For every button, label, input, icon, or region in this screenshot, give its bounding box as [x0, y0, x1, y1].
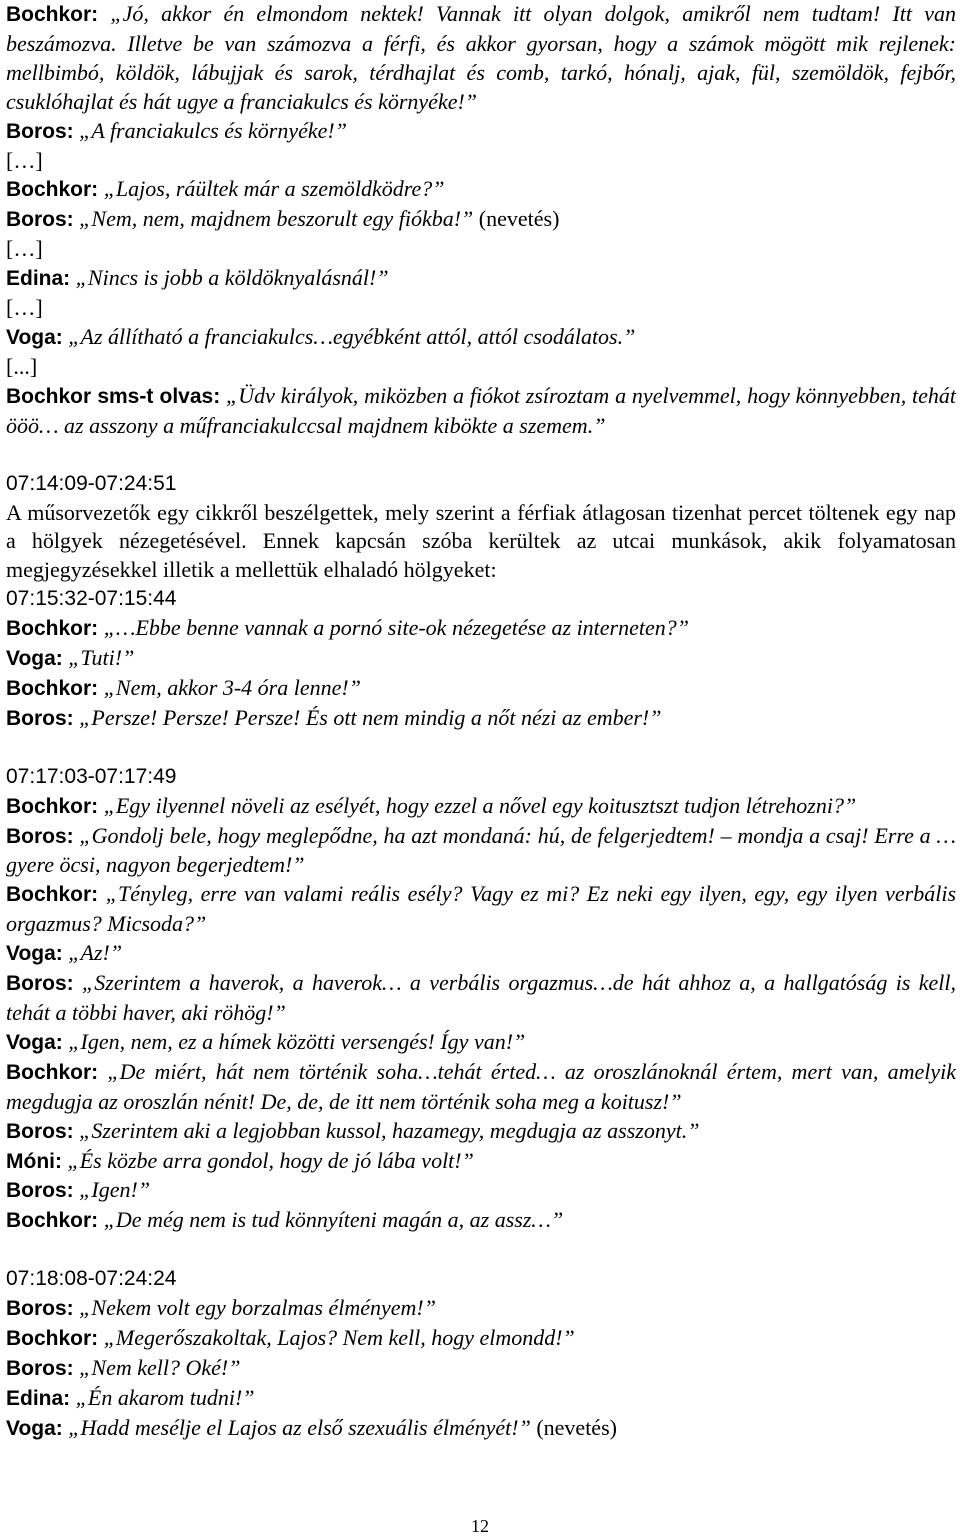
speaker-name: Boros: [6, 1356, 74, 1380]
speaker-name: Móni: [6, 1149, 62, 1173]
transcript-line [6, 1384, 956, 1414]
transcript-line [6, 880, 956, 939]
speaker-name: Bochkor: [6, 883, 99, 907]
speaker-name: Voga: [6, 942, 63, 966]
speaker-name: Voga: [6, 325, 63, 349]
speaker-name: Voga: [6, 647, 63, 671]
transcript-line [6, 969, 956, 1028]
transcript-section-1 [6, 0, 956, 441]
transcript-line [6, 704, 956, 734]
speaker-name: Bochkor sms-t olvas: [6, 384, 221, 408]
transcript-line [6, 147, 956, 176]
quote-text: „És közbe arra gondol, hogy de jó lába volt!” [61, 1147, 474, 1173]
transcript-line [6, 1324, 956, 1354]
quote-text: „Megerőszakoltak, Lajos? Nem kell, hogy elmondd!” [98, 1325, 575, 1351]
quote-text: „Szerintem a haverok, a haverok… a verbális orgazmus…de hát ahhoz a, a hallgatóság is kell, tehát a többi haver, aki röhög!” [6, 970, 956, 1025]
speaker-name: Boros: [6, 824, 74, 848]
transcript-line [6, 294, 956, 323]
timestamp: 07:14:09-07:24:51 [6, 471, 177, 495]
transcript-line [6, 353, 956, 382]
speaker-name: Boros: [6, 119, 74, 143]
transcript-line [6, 175, 956, 205]
quote-text: „Az!” [62, 940, 123, 966]
timestamp: 07:17:03-07:17:49 [6, 764, 177, 788]
transcript-section-3 [6, 792, 956, 1237]
speaker-name: Edina: [6, 1386, 71, 1410]
quote-text: „Üdv királyok, miközben a fiókot zsíroztam a nyelvemmel, hogy könnyebben, tehát ööö… az asszony a műfranciakulccsal majdnem kibökte a szemem.” [6, 382, 957, 438]
quote-text: „De miért, hát nem történik soha…tehát érted… az oroszlánoknál értem, mert van, amelyik megdugja az oroszlán nénit! De, de, de itt nem történik soha meg a koitusz!” [6, 1058, 956, 1114]
quote-text: „Hadd mesélje el Lajos az első szexuális élményét!” [62, 1414, 531, 1440]
timestamp: 07:15:32-07:15:44 [6, 587, 177, 611]
quote-text: „…Ebbe benne vannak a pornó site-ok nézegetése az interneten?” [98, 615, 689, 641]
transcript-line [6, 1294, 956, 1324]
quote-text: „Az állítható a franciakulcs…egyébként attól, attól csodálatos.” [62, 323, 636, 349]
transcript-line [6, 117, 956, 147]
transcript-line [6, 1117, 956, 1147]
remark-text: […] [6, 295, 43, 321]
speaker-name: Edina: [6, 267, 71, 291]
document-page [6, 0, 956, 1444]
transcript-line [6, 644, 956, 674]
speaker-name: Bochkor: [6, 3, 99, 26]
quote-text: „Persze! Persze! Persze! És ott nem mindig a nőt nézi az ember!” [73, 704, 662, 730]
remark-text: (nevetés) [530, 1414, 617, 1440]
speaker-name: Bochkor: [6, 676, 99, 700]
quote-text: „Tuti!” [62, 645, 135, 671]
speaker-name: Voga: [6, 1416, 63, 1440]
remark-text: […] [6, 147, 43, 173]
speaker-name: Boros: [6, 706, 74, 730]
speaker-name: Boros: [6, 972, 74, 996]
transcript-line [6, 792, 956, 822]
summary-paragraph: A műsorvezetők egy cikkről beszélgettek, mely szerint a férfiak átlagosan tizenhat percet töltenek egy nap a hölgyek nézegetésével. Ennek kapcsán szóba kerültek az utcai munkások, akik folyamatosan megjegyzésekkel illetik a mellettük elhaladó hölgyeket: [6, 499, 956, 583]
transcript-line [6, 1354, 956, 1384]
quote-text: „A franciakulcs és környéke!” [73, 117, 347, 143]
speaker-name: Bochkor: [6, 178, 99, 202]
transcript-line [6, 0, 956, 117]
quote-text: „Szerintem aki a legjobban kussol, hazamegy, megdugja az asszonyt.” [73, 1117, 700, 1143]
quote-text: „Tényleg, erre van valami reális esély? Vagy ez mi? Ez neki egy ilyen, egy, egy ilyen verbális orgazmus? Micsoda?” [6, 881, 956, 937]
quote-text: „Lajos, ráültek már a szemöldködre?” [98, 176, 445, 202]
speaker-name: Boros: [6, 208, 74, 232]
transcript-line [6, 205, 956, 235]
quote-text: „Nekem volt egy borzalmas élményem!” [73, 1295, 436, 1321]
quote-text: „Nem, nem, majdnem beszorult egy fiókba!” [73, 206, 474, 232]
quote-text: „Jó, akkor én elmondom nektek! Vannak itt olyan dolgok, amikről nem tudtam! Itt van beszámozva. Illetve be van számozva a férfi, és akkor gyorsan, hogy a számok mögött mik rejlenek: mellbimbó, köldök, lábujjak és sarok, térdhajlat és comb, tarkó, hónalj, ajak, fül, szemöldök, fejbőr, csuklóhajlat és hát ugye a franciakulcs és környéke!” [6, 1, 956, 114]
transcript-section-4 [6, 1294, 956, 1444]
quote-text: „Nem, akkor 3-4 óra lenne!” [98, 674, 361, 700]
quote-text: „Egy ilyennel növeli az esélyét, hogy ezzel a nővel egy koitusztszt tudjon létrehozni?” [98, 792, 857, 818]
speaker-name: Boros: [6, 1119, 74, 1143]
speaker-name: Boros: [6, 1297, 74, 1321]
transcript-line [6, 1206, 956, 1236]
transcript-line [6, 323, 956, 353]
remark-text: (nevetés) [473, 206, 560, 232]
speaker-name: Bochkor: [6, 794, 99, 818]
quote-text: „Én akarom tudni!” [70, 1384, 255, 1410]
quote-text: „Nincs is jobb a köldöknyalásnál!” [70, 265, 389, 291]
transcript-line [6, 1147, 956, 1177]
remark-text: [...] [6, 353, 38, 379]
transcript-line [6, 264, 956, 294]
speaker-name: Bochkor: [6, 1327, 99, 1351]
quote-text: „De még nem is tud könnyíteni magán a, az assz…” [98, 1207, 564, 1233]
transcript-line [6, 1176, 956, 1206]
transcript-line [6, 1058, 956, 1117]
transcript-line [6, 1028, 956, 1058]
transcript-section-2 [6, 614, 956, 734]
transcript-line [6, 382, 956, 441]
transcript-line [6, 939, 956, 969]
speaker-name: Bochkor: [6, 617, 99, 641]
transcript-line [6, 235, 956, 264]
transcript-line [6, 614, 956, 644]
quote-text: „Nem kell? Oké!” [73, 1354, 241, 1380]
speaker-name: Bochkor: [6, 1060, 99, 1084]
speaker-name: Boros: [6, 1179, 74, 1203]
timestamp: 07:18:08-07:24:24 [6, 1267, 177, 1291]
quote-text: „Gondolj bele, hogy meglepődne, ha azt mondaná: hú, de felgerjedtem! – mondja a csaj! Erre a …gyere öcsi, nagyon begerjedtem!” [6, 822, 956, 878]
quote-text: „Igen!” [73, 1177, 151, 1203]
transcript-line [6, 674, 956, 704]
transcript-line [6, 1414, 956, 1444]
page-number: 12 [471, 1516, 489, 1536]
speaker-name: Voga: [6, 1030, 63, 1054]
transcript-line [6, 822, 956, 881]
quote-text: „Igen, nem, ez a hímek közötti versengés! Így van!” [62, 1028, 526, 1054]
speaker-name: Bochkor: [6, 1209, 99, 1233]
remark-text: […] [6, 236, 43, 262]
